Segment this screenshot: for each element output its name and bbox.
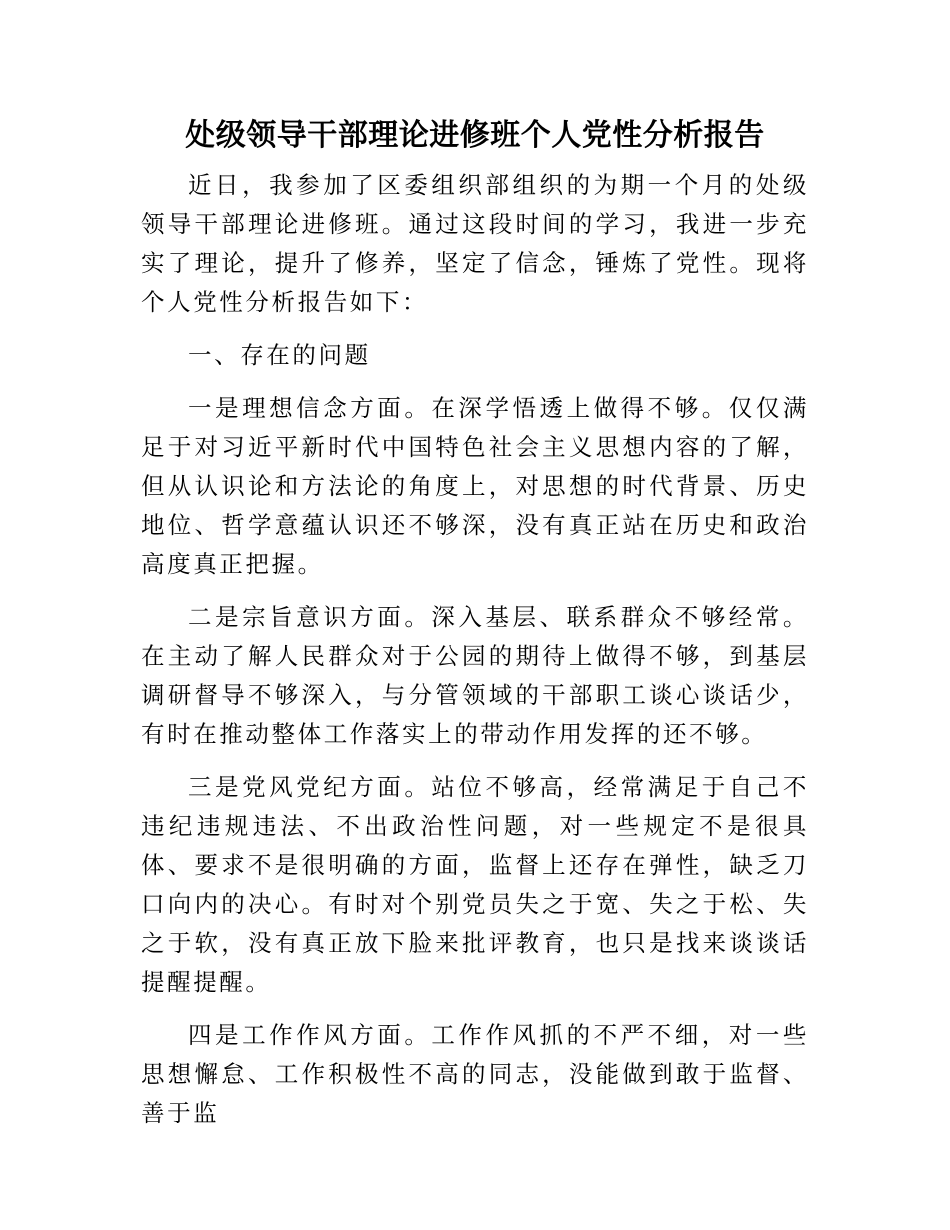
problem-paragraph-purpose: 二是宗旨意识方面。深入基层、联系群众不够经常。在主动了解人民群众对于公园的期待上做得不够，到基层调研督导不够深入，与分管领域的干部职工谈心谈话少，有时在推动整体工作落实上的带动作用发挥的还不够。 <box>141 603 809 748</box>
intro-paragraph: 近日，我参加了区委组织部组织的为期一个月的处级领导干部理论进修班。通过这段时间的学习，我进一步充实了理论，提升了修养，坚定了信念，锤炼了党性。现将个人党性分析报告如下： <box>141 171 809 316</box>
problem-paragraph-discipline: 三是党风党纪方面。站位不够高，经常满足于自己不违纪违规违法、不出政治性问题，对一些规定不是很具体、要求不是很明确的方面，监督上还存在弹性，缺乏刀口向内的决心。有时对个别党员失之于宽、失之于松、失之于软，没有真正放下脸来批评教育，也只是找来谈谈话提醒提醒。 <box>141 773 809 996</box>
problem-paragraph-work-style: 四是工作作风方面。工作作风抓的不严不细，对一些思想懈怠、工作积极性不高的同志，没能做到敢于监督、善于监 <box>141 1021 809 1127</box>
section-heading: 一、存在的问题 <box>188 341 371 369</box>
problem-paragraph-ideals: 一是理想信念方面。在深学悟透上做得不够。仅仅满足于对习近平新时代中国特色社会主义思想内容的了解，但从认识论和方法论的角度上，对思想的时代背景、历史地位、哲学意蕴认识还不够深，没有真正站在历史和政治高度真正把握。 <box>141 394 809 578</box>
document-body <box>141 108 809 1147</box>
document-title: 处级领导干部理论进修班个人党性分析报告 <box>185 118 765 153</box>
